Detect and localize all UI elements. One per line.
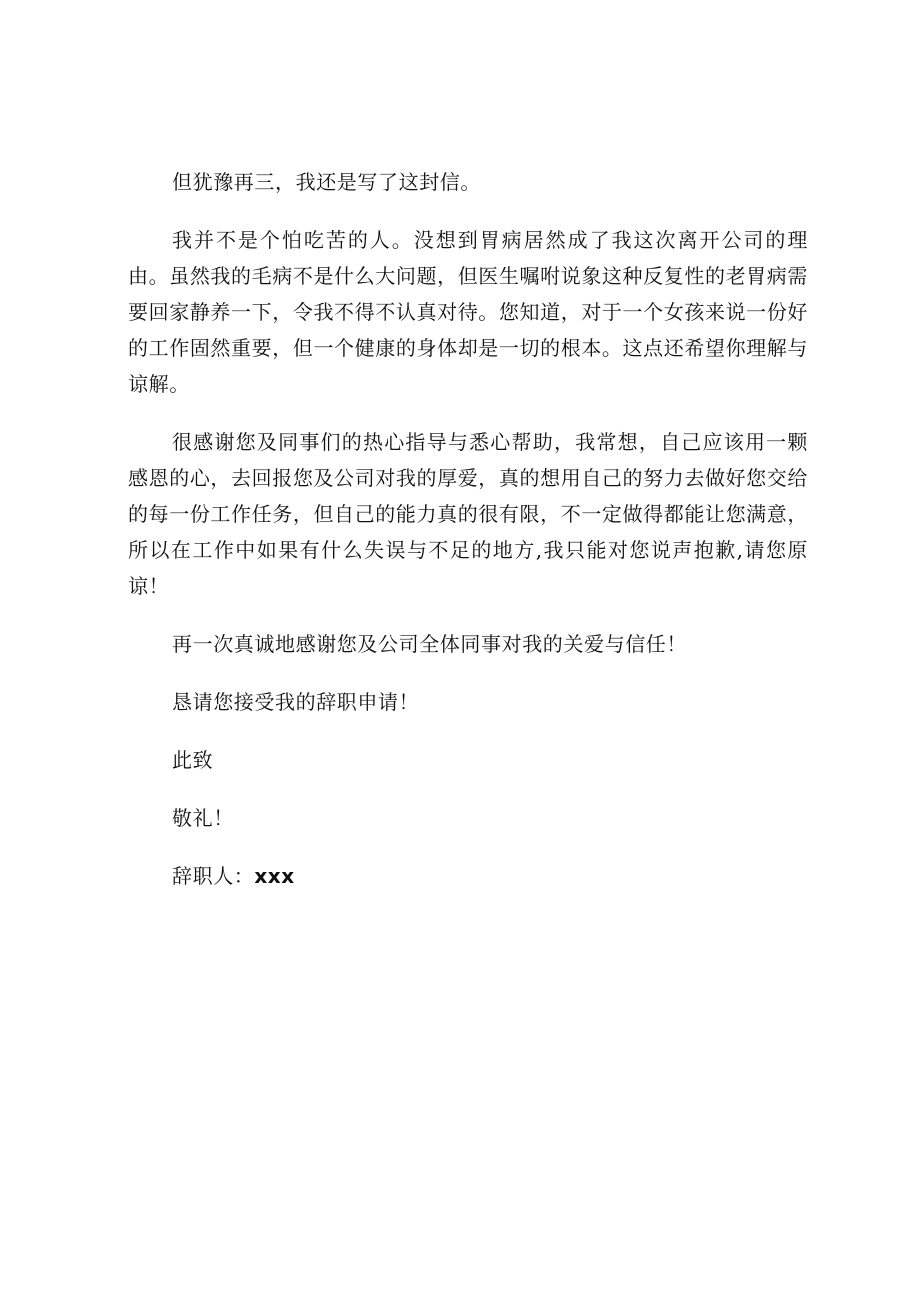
signature-name: xxx [254,864,295,888]
closing-line-1: 此致 [172,748,214,772]
signature-line [128,858,808,894]
letter-body [128,164,808,894]
thanks-line: 再一次真诚地感谢您及公司全体同事对我的关爱与信任！ [172,632,687,656]
letter-paragraph-1: 但犹豫再三，我还是写了这封信。 [172,170,481,194]
request-line: 恳请您接受我的辞职申请！ [172,690,420,714]
letter-paragraph-3: 很感谢您及同事们的热心指导与悉心帮助，我常想，自己应该用一颗感恩的心，去回报您及公司对我的厚爱，真的想用自己的努力去做好您交给的每一份工作任务，但自己的能力真的很有限，不一定做得都能让您满意，所以在工作中如果有什么失误与不足的地方,我只能对您说声抱歉,请您原谅！ [128,430,808,598]
closing-line-2: 敬礼！ [172,806,234,830]
signature-label: 辞职人： [172,864,255,888]
letter-paragraph-2: 我并不是个怕吃苦的人。没想到胃病居然成了我这次离开公司的理由。虽然我的毛病不是什么大问题，但医生嘱咐说象这种反复性的老胃病需要回家静养一下，令我不得不认真对待。您知道，对于一个女孩来说一份好的工作固然重要，但一个健康的身体却是一切的根本。这点还希望你理解与谅解。 [128,228,808,396]
